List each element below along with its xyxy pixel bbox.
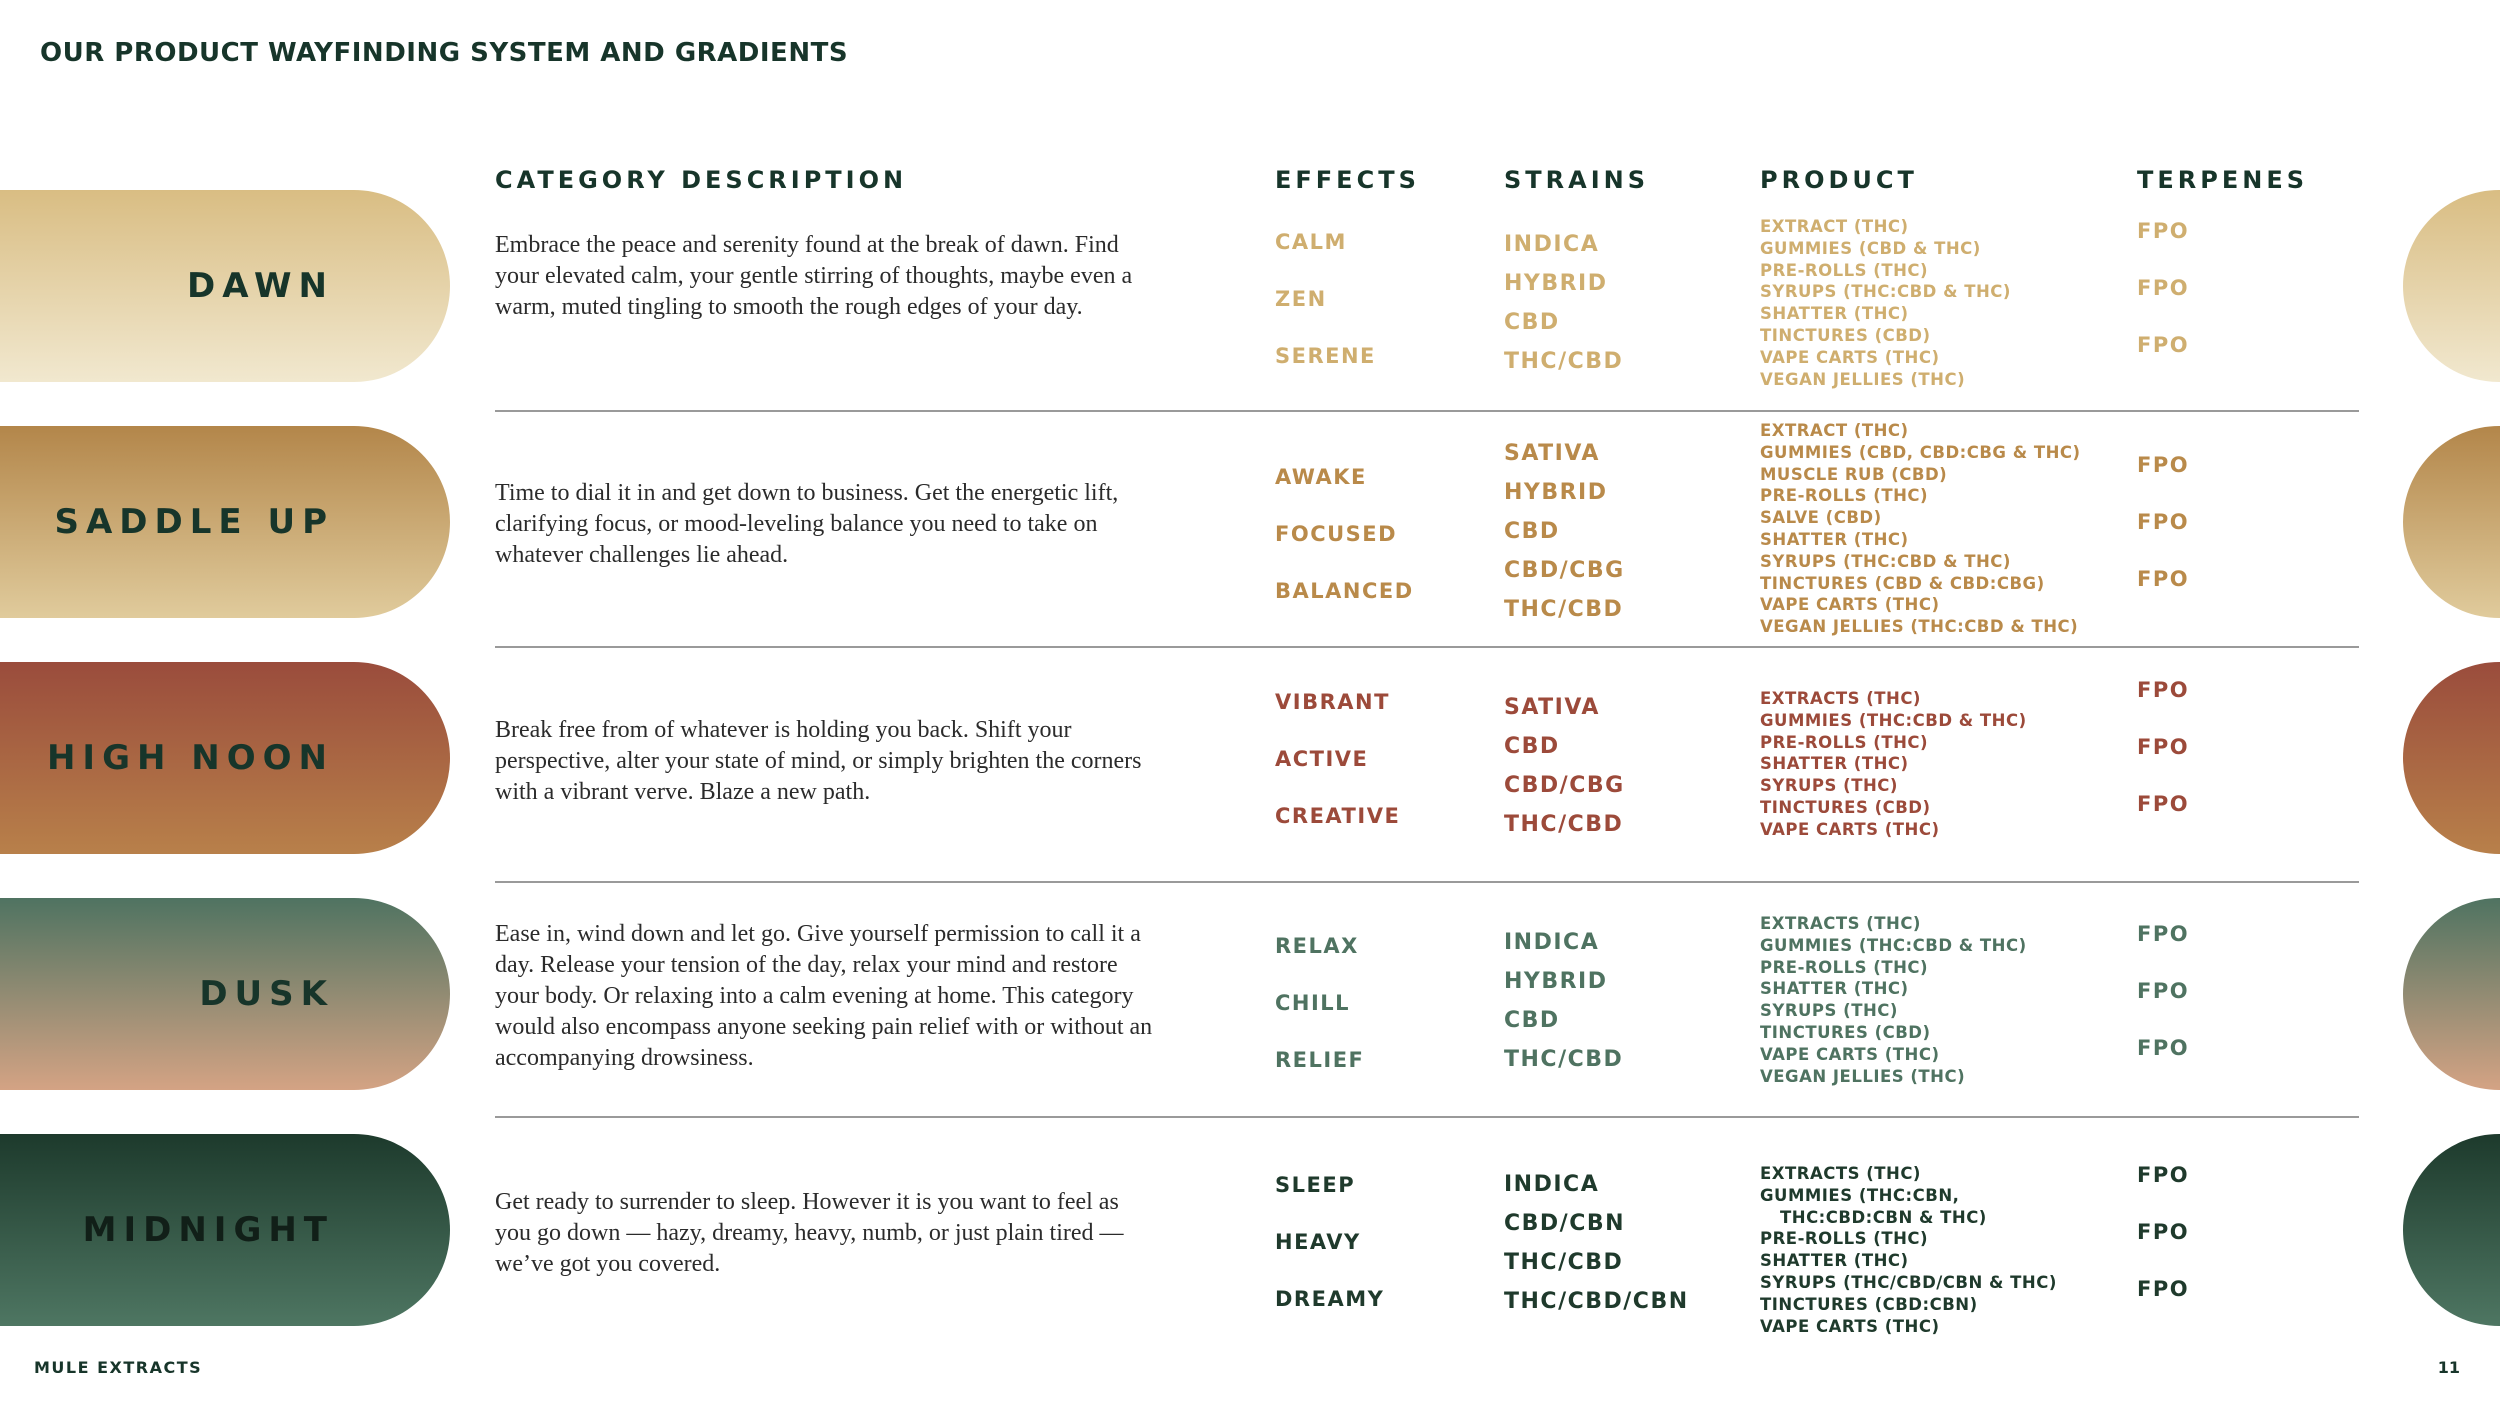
effect-item: FOCUSED xyxy=(1275,522,1398,546)
effect-item: CREATIVE xyxy=(1275,804,1401,828)
product-item: GUMMIES (CBD & THC) xyxy=(1760,238,1981,258)
product-item: SYRUPS (THC) xyxy=(1760,776,1898,796)
category-name: SADDLE UP xyxy=(54,502,334,542)
terpenes-list xyxy=(2137,1163,2189,1301)
product-item: VAPE CARTS (THC) xyxy=(1760,347,1940,367)
product-item: VEGAN JELLIES (THC) xyxy=(1760,369,1966,389)
category-description: Ease in, wind down and let go. Give yourself permission to call it a day. Release your tension of the day, relax your mind and restore your body. Or relaxing into a calm evening at home. This category would also encompass anyone seeking pain relief with or without an accompanying drowsiness. xyxy=(495,921,1153,1071)
product-item: MUSCLE RUB (CBD) xyxy=(1760,464,1948,484)
strain-item: INDICA xyxy=(1504,232,1600,257)
gradient-swatch-high-noon xyxy=(2403,662,2500,854)
effect-item: DREAMY xyxy=(1275,1287,1385,1311)
strain-item: CBD xyxy=(1504,310,1560,335)
strain-item: THC/CBD/CBN xyxy=(1504,1289,1689,1314)
header-terpenes: TERPENES xyxy=(2137,166,2308,194)
strain-item: HYBRID xyxy=(1504,480,1608,505)
category-name: DAWN xyxy=(187,266,334,306)
effect-item: CALM xyxy=(1275,230,1347,254)
terpene-item: FPO xyxy=(2137,735,2190,759)
strain-item: THC/CBD xyxy=(1504,812,1624,837)
terpene-item: FPO xyxy=(2137,276,2190,300)
effect-item: RELAX xyxy=(1275,934,1359,958)
effects-list xyxy=(1275,465,1414,603)
product-item: SHATTER (THC) xyxy=(1760,304,1909,324)
category-description: Time to dial it in and get down to business. Get the energetic lift, clarifying focus, or mood-leveling balance you need to take on whatever challenges lie ahead. xyxy=(495,480,1119,568)
strain-item: THC/CBD xyxy=(1504,1250,1624,1275)
product-item: SALVE (CBD) xyxy=(1760,508,1882,528)
header-strains: STRAINS xyxy=(1504,166,1650,194)
product-item: EXTRACTS (THC) xyxy=(1760,914,1921,933)
effect-item: HEAVY xyxy=(1275,1230,1361,1254)
product-item: SHATTER (THC) xyxy=(1760,754,1909,774)
header-category-description: CATEGORY DESCRIPTION xyxy=(495,166,908,194)
strain-item: SATIVA xyxy=(1504,695,1600,720)
product-item: VAPE CARTS (THC) xyxy=(1760,819,1940,839)
strains-list xyxy=(1504,441,1625,622)
effect-item: CHILL xyxy=(1275,991,1351,1015)
product-item: GUMMIES (CBD, CBD:CBG & THC) xyxy=(1760,442,2081,462)
product-item: GUMMIES (THC:CBN, xyxy=(1760,1185,1960,1205)
terpene-item: FPO xyxy=(2137,219,2190,243)
product-item: VEGAN JELLIES (THC:CBD & THC) xyxy=(1760,617,2079,637)
row-divider xyxy=(495,410,2359,412)
terpene-item: FPO xyxy=(2137,567,2190,591)
product-item: EXTRACT (THC) xyxy=(1760,217,1909,236)
terpenes-list xyxy=(2137,453,2189,591)
category-pill-dawn xyxy=(0,190,450,382)
strain-item: HYBRID xyxy=(1504,969,1608,994)
product-item: VEGAN JELLIES (THC) xyxy=(1760,1066,1966,1086)
product-item: PRE-ROLLS (THC) xyxy=(1760,1229,1929,1249)
product-item: SHATTER (THC) xyxy=(1760,1251,1909,1271)
gradient-swatch-saddle-up xyxy=(2403,426,2500,618)
product-item: TINCTURES (CBD & CBD:CBG) xyxy=(1760,573,2045,593)
terpene-item: FPO xyxy=(2137,792,2190,816)
category-pill-midnight xyxy=(0,1134,450,1326)
row-divider xyxy=(495,881,2359,883)
strain-item: CBD/CBG xyxy=(1504,558,1625,583)
terpene-item: FPO xyxy=(2137,922,2190,946)
strain-item: CBD xyxy=(1504,519,1560,544)
product-item: SYRUPS (THC:CBD & THC) xyxy=(1760,551,2011,571)
terpenes-list xyxy=(2137,678,2189,816)
effect-item: RELIEF xyxy=(1275,1048,1365,1072)
product-item: SHATTER (THC) xyxy=(1760,979,1909,999)
page-title: OUR PRODUCT WAYFINDING SYSTEM AND GRADIENTS xyxy=(40,38,849,68)
category-pill-dusk xyxy=(0,898,450,1090)
product-item: VAPE CARTS (THC) xyxy=(1760,595,1940,615)
effects-list xyxy=(1275,690,1400,828)
header-effects: EFFECTS xyxy=(1275,166,1420,194)
products-list xyxy=(1760,913,2027,1087)
effect-item: AWAKE xyxy=(1275,465,1367,489)
product-item: PRE-ROLLS (THC) xyxy=(1760,260,1929,280)
strains-list xyxy=(1504,232,1623,374)
terpene-item: FPO xyxy=(2137,453,2190,477)
gradient-swatch-midnight xyxy=(2403,1134,2500,1326)
terpene-item: FPO xyxy=(2137,678,2190,702)
strain-item: HYBRID xyxy=(1504,271,1608,296)
terpene-item: FPO xyxy=(2137,979,2190,1003)
category-pill-saddle-up xyxy=(0,426,450,618)
category-description: Get ready to surrender to sleep. However it is you want to feel as you go down — hazy, dreamy, heavy, numb, or just plain tired — we’ve got you covered. xyxy=(495,1189,1124,1277)
products-list xyxy=(1760,1163,2057,1337)
product-item: GUMMIES (THC:CBD & THC) xyxy=(1760,935,2027,955)
strain-item: INDICA xyxy=(1504,930,1600,955)
category-name: HIGH NOON xyxy=(46,738,334,778)
terpene-item: FPO xyxy=(2137,1220,2190,1244)
strain-item: CBD/CBG xyxy=(1504,773,1625,798)
strain-item: THC/CBD xyxy=(1504,349,1624,374)
product-item: VAPE CARTS (THC) xyxy=(1760,1044,1940,1064)
product-item: SYRUPS (THC/CBD/CBN & THC) xyxy=(1760,1272,2057,1292)
row-divider xyxy=(495,646,2359,648)
terpene-item: FPO xyxy=(2137,510,2190,534)
strain-item: THC/CBD xyxy=(1504,1047,1624,1072)
strain-item: CBD xyxy=(1504,734,1560,759)
strains-list xyxy=(1504,1172,1689,1314)
strains-list xyxy=(1504,930,1623,1072)
terpene-item: FPO xyxy=(2137,1277,2190,1301)
page-number: 11 xyxy=(2437,1358,2460,1377)
product-item: TINCTURES (CBD) xyxy=(1760,325,1931,345)
category-pill-high-noon xyxy=(0,662,450,854)
effects-list xyxy=(1275,230,1376,368)
strain-item: THC/CBD xyxy=(1504,597,1624,622)
terpene-item: FPO xyxy=(2137,1036,2190,1060)
gradient-swatch-dawn xyxy=(2403,190,2500,382)
terpene-item: FPO xyxy=(2137,333,2190,357)
effect-item: ACTIVE xyxy=(1275,747,1369,771)
effect-item: SLEEP xyxy=(1275,1173,1356,1197)
strain-item: CBD/CBN xyxy=(1504,1211,1626,1236)
terpene-item: FPO xyxy=(2137,1163,2190,1187)
header-product: PRODUCT xyxy=(1760,166,1918,194)
product-item: EXTRACT (THC) xyxy=(1760,421,1909,440)
strain-item: SATIVA xyxy=(1504,441,1600,466)
product-item: EXTRACTS (THC) xyxy=(1760,689,1921,708)
terpenes-list xyxy=(2137,219,2189,357)
product-item: PRE-ROLLS (THC) xyxy=(1760,732,1929,752)
gradient-swatch-dusk xyxy=(2403,898,2500,1090)
product-item: THC:CBD:CBN & THC) xyxy=(1780,1207,1987,1227)
product-item: PRE-ROLLS (THC) xyxy=(1760,957,1929,977)
effect-item: SERENE xyxy=(1275,344,1376,368)
products-list xyxy=(1760,688,2027,841)
products-list xyxy=(1760,216,2011,390)
category-name: MIDNIGHT xyxy=(82,1210,334,1250)
product-item: TINCTURES (CBD) xyxy=(1760,797,1931,817)
product-item: TINCTURES (CBD) xyxy=(1760,1022,1931,1042)
row-divider xyxy=(495,1116,2359,1118)
effects-list xyxy=(1275,934,1364,1072)
category-description: Break free from of whatever is holding you back. Shift your perspective, alter your state of mind, or simply brighten the corners with a vibrant verve. Blaze a new path. xyxy=(495,717,1142,805)
product-item: TINCTURES (CBD:CBN) xyxy=(1760,1294,1978,1314)
strains-list xyxy=(1504,695,1625,837)
product-item: VAPE CARTS (THC) xyxy=(1760,1316,1940,1336)
category-description: Embrace the peace and serenity found at the break of dawn. Find your elevated calm, your gentle stirring of thoughts, maybe even a warm, muted tingling to smooth the rough edges of your day. xyxy=(495,232,1133,320)
effect-item: BALANCED xyxy=(1275,579,1414,603)
strain-item: CBD xyxy=(1504,1008,1560,1033)
products-list xyxy=(1760,420,2081,638)
product-item: SYRUPS (THC:CBD & THC) xyxy=(1760,282,2011,302)
terpenes-list xyxy=(2137,922,2189,1060)
footer-brand: MULE EXTRACTS xyxy=(34,1358,203,1377)
effect-item: ZEN xyxy=(1275,287,1327,311)
product-item: GUMMIES (THC:CBD & THC) xyxy=(1760,710,2027,730)
strain-item: INDICA xyxy=(1504,1172,1600,1197)
category-name: DUSK xyxy=(199,974,334,1014)
effect-item: VIBRANT xyxy=(1275,690,1390,714)
effects-list xyxy=(1275,1173,1384,1311)
product-item: SYRUPS (THC) xyxy=(1760,1001,1898,1021)
product-item: SHATTER (THC) xyxy=(1760,529,1909,549)
product-item: EXTRACTS (THC) xyxy=(1760,1164,1921,1183)
product-item: PRE-ROLLS (THC) xyxy=(1760,486,1929,506)
